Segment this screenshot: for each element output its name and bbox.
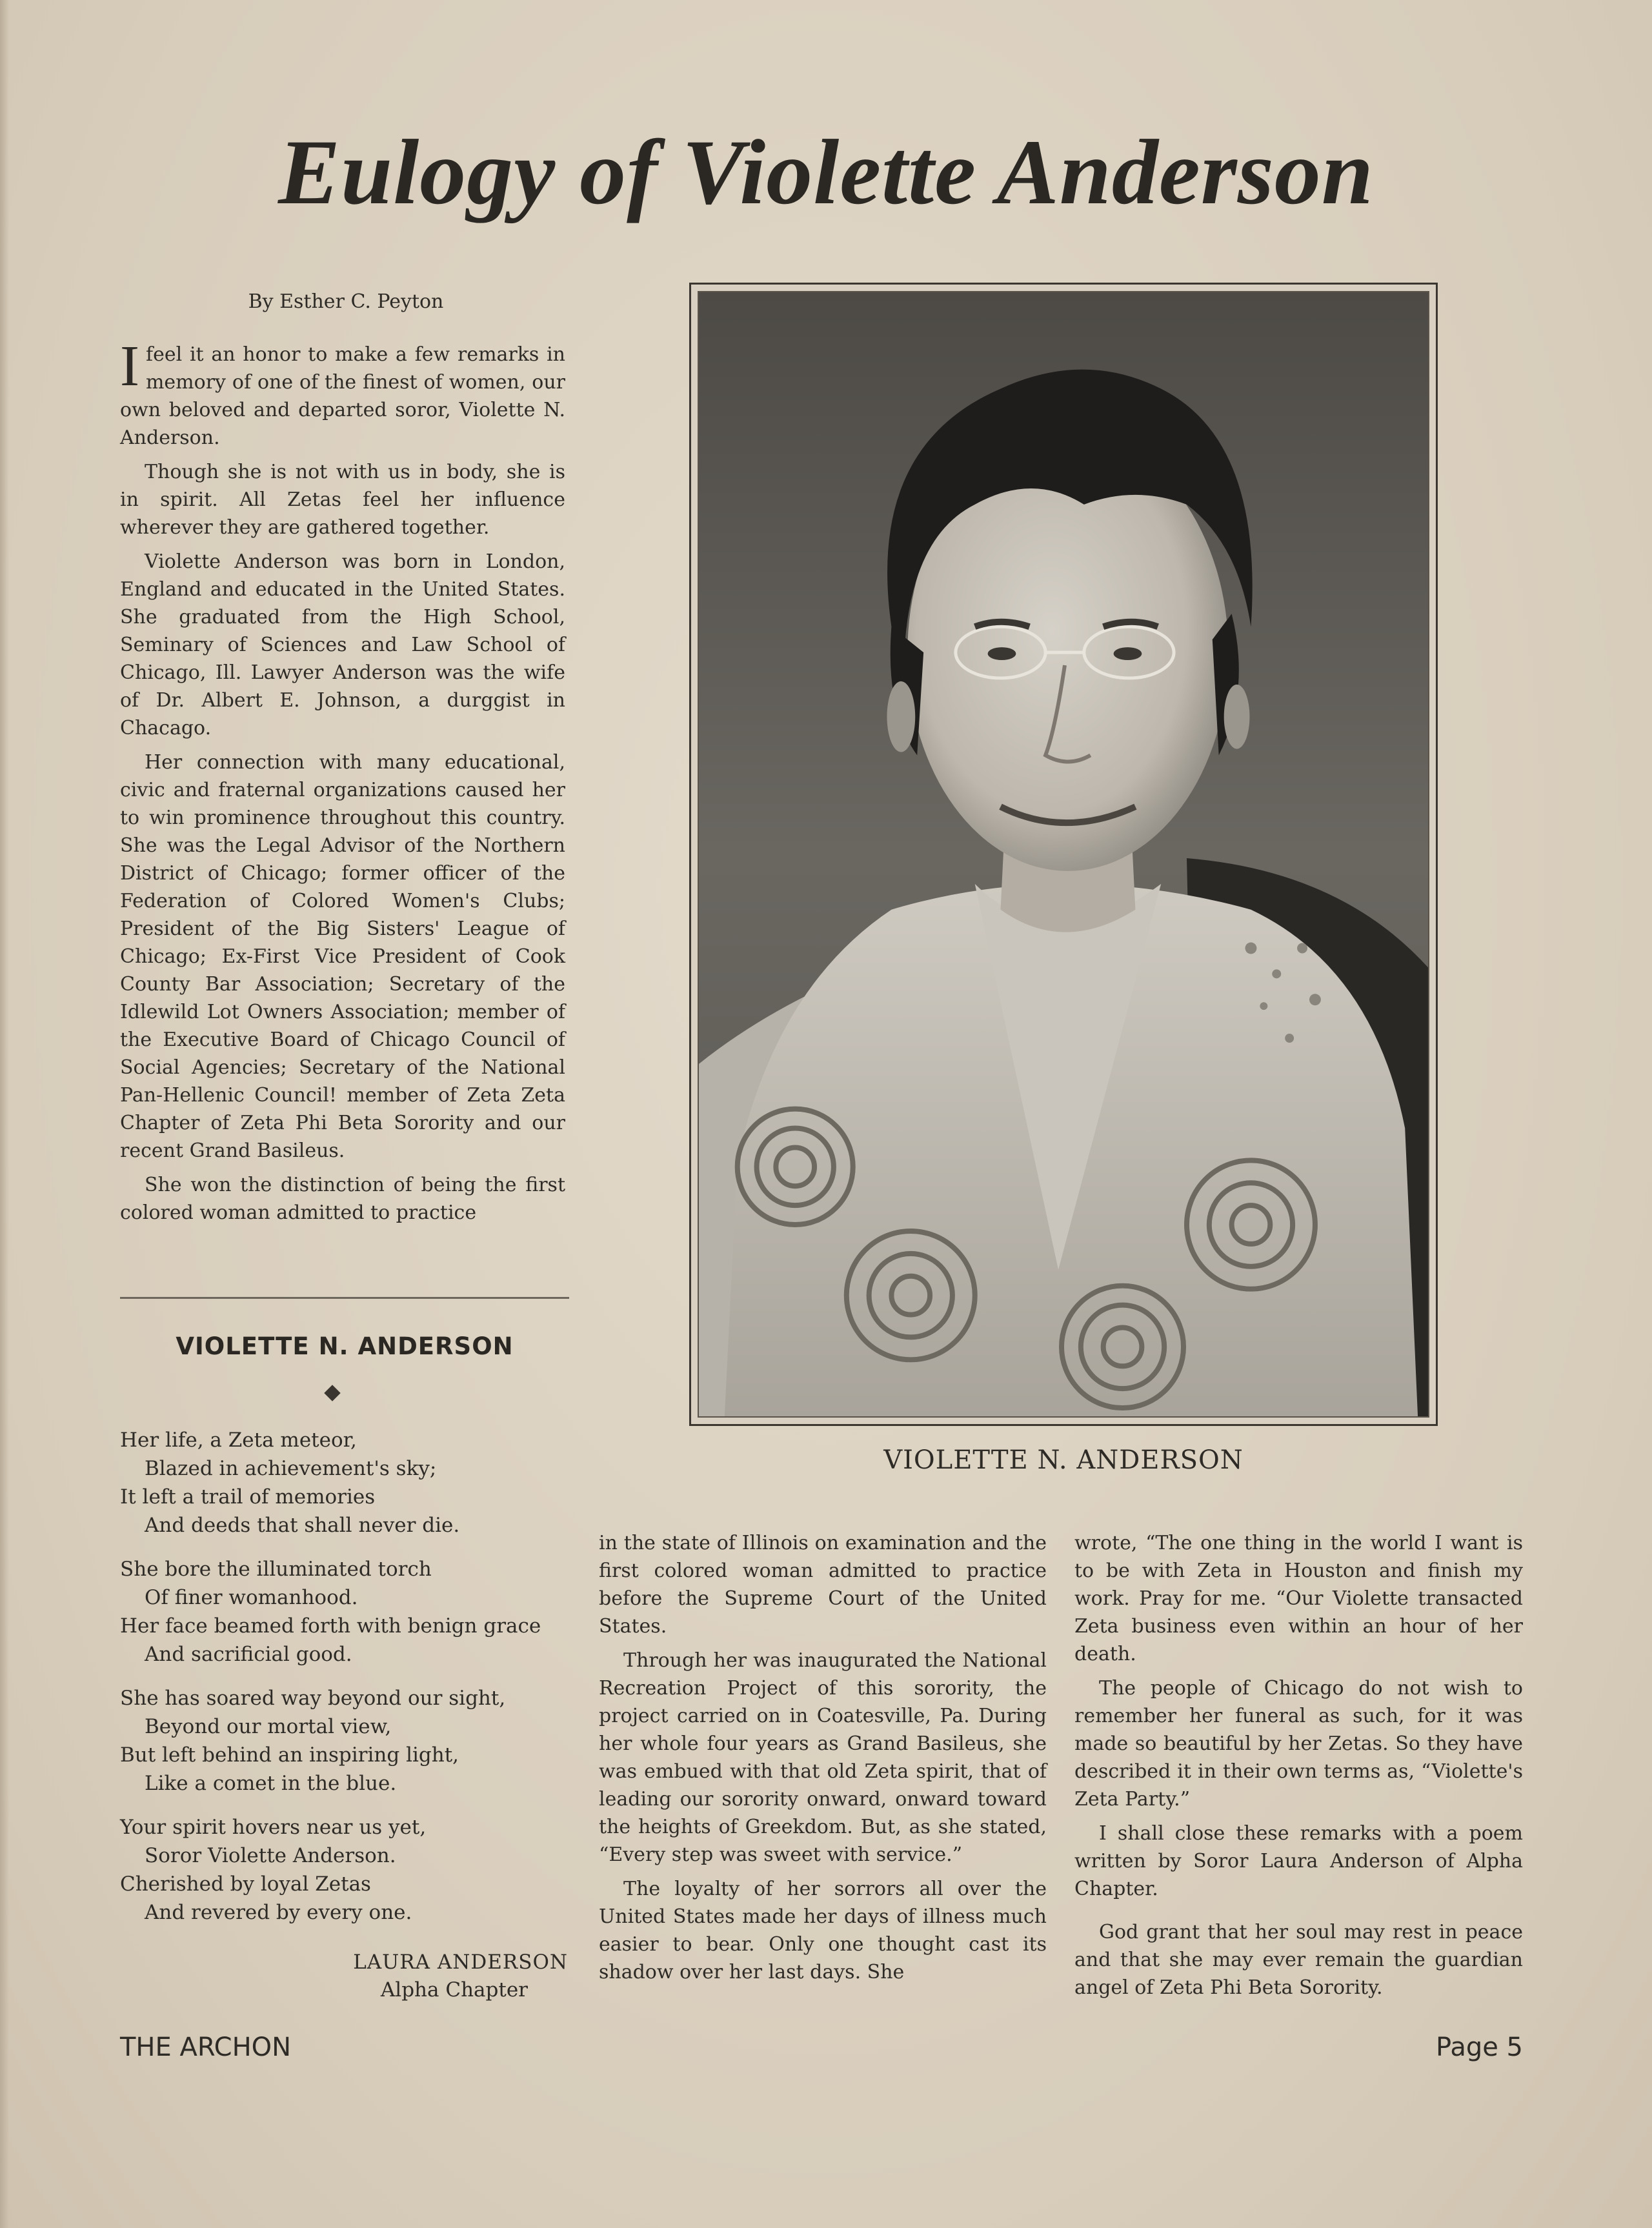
article-column-3 — [1074, 1529, 1523, 2008]
page-edge-shadow — [0, 0, 9, 2228]
poem-line: And deeds that shall never die. — [145, 1514, 460, 1537]
paragraph: Through her was inaugurated the National Recreation Project of this sorority, the project carried on in Coatesville, Pa. During her whole four years as Grand Basileus, she was embued with that old Zeta spirit, that of leading our sorority onward, onward toward the heights of Greekdom. But, as she stated, “Every step was sweet with service.” — [599, 1649, 1047, 1866]
paragraph: Her connection with many educational, civic and fraternal organizations caused her to win prominence throughout this country. She was the Legal Advisor of the Northern District of Chicago; former officer of the Federation of Colored Women's Clubs; President of the Big Sisters' League of Chicago; Ex-First Vice President of Cook County Bar Association; Secretary of the Idlewild Lot Owners Association; member of the Executive Board of Chicago Council of Social Agencies; Secretary of the National Pan-Hellenic Council! member of Zeta Zeta Chapter of Zeta Phi Beta Sorority and our recent Grand Basileus. — [120, 751, 565, 1162]
paragraph: I feel it an honor to make a few remarks in memory of one of the finest of women, our own beloved and departed soror, Violette N. Anderson. — [120, 334, 565, 449]
poem-line: Beyond our mortal view, — [145, 1715, 392, 1738]
drop-cap: I — [120, 334, 139, 398]
article-column-2 — [599, 1529, 1047, 1992]
poem-line: Cherished by loyal Zetas — [120, 1872, 371, 1896]
paragraph: The people of Chicago do not wish to remember her funeral as such, for it was made so beautiful by her Zetas. So they have described it in their own terms as, “Violette's Zeta Party.” — [1074, 1677, 1523, 1811]
section-divider — [120, 1297, 569, 1299]
paragraph: Though she is not with us in body, she is in spirit. All Zetas feel her influence wherever they are gathered together. — [120, 461, 565, 539]
poem-line: And revered by every one. — [145, 1901, 412, 1924]
byline: By Esther C. Peyton — [248, 290, 444, 313]
portrait-image — [698, 291, 1429, 1418]
poem-author: LAURA ANDERSON — [353, 1951, 568, 1974]
poem-line: But left behind an inspiring light, — [120, 1743, 459, 1767]
poem-line: She has soared way beyond our sight, — [120, 1687, 506, 1710]
poem-title: VIOLETTE N. ANDERSON — [176, 1332, 514, 1360]
poem-line: Of finer womanhood. — [145, 1586, 358, 1609]
article-column-1 — [120, 334, 565, 1233]
poem-stanza — [120, 1555, 585, 1669]
paragraph: She won the distinction of being the first colored woman admitted to practice — [120, 1174, 565, 1224]
paragraph: The loyalty of her sorrors all over the United States made her days of illness much easier to bear. Only one thought cast its shadow over her last days. She — [599, 1878, 1047, 1983]
poem-author-chapter: Alpha Chapter — [380, 1978, 528, 2002]
paragraph: Violette Anderson was born in London, England and educated in the United States. She graduated from the High School, Seminary of Sciences and Law School of Chicago, Ill. Lawyer Anderson was the wife of Dr. Albert E. Johnson, a durggist in Chacago. — [120, 550, 565, 739]
poem-line: Your spirit hovers near us yet, — [120, 1816, 427, 1839]
paragraph: in the state of Illinois on examination and the first colored woman admitted to practice before the Supreme Court of the United States. — [599, 1532, 1047, 1638]
paragraph: I shall close these remarks with a poem written by Soror Laura Anderson of Alpha Chapter. — [1074, 1822, 1523, 1900]
poem-line: Blazed in achievement's sky; — [145, 1457, 437, 1480]
portrait-photo — [689, 283, 1438, 1426]
portrait-illustration — [699, 292, 1428, 1416]
poem-stanza — [120, 1684, 585, 1798]
poem-line: Soror Violette Anderson. — [145, 1844, 396, 1867]
publication-name: THE ARCHON — [120, 2032, 292, 2062]
poem-line: It left a trail of memories — [120, 1485, 376, 1509]
page-number: Page 5 — [1436, 2032, 1523, 2062]
poem-stanza — [120, 1426, 585, 1540]
paragraph: God grant that her soul may rest in peace and that she may ever remain the guardian angel of Zeta Phi Beta Sorority. — [1074, 1921, 1523, 1999]
poem — [120, 1426, 585, 1942]
photo-caption: VIOLETTE N. ANDERSON — [883, 1445, 1244, 1475]
poem-line: She bore the illuminated torch — [120, 1558, 432, 1581]
paragraph: wrote, “The one thing in the world I want is to be with Zeta in Houston and finish my work. Pray for me. “Our Violette transacted Zeta business even within an hour of her death. — [1074, 1532, 1523, 1665]
poem-line: And sacrificial good. — [145, 1643, 352, 1666]
article-title: Eulogy of Violette Anderson — [278, 121, 1374, 224]
poem-line: Her life, a Zeta meteor, — [120, 1429, 357, 1452]
poem-stanza — [120, 1813, 585, 1927]
poem-line: Her face beamed forth with benign grace — [120, 1614, 541, 1638]
poem-line: Like a comet in the blue. — [145, 1772, 397, 1795]
diamond-ornament-icon — [324, 1385, 340, 1401]
